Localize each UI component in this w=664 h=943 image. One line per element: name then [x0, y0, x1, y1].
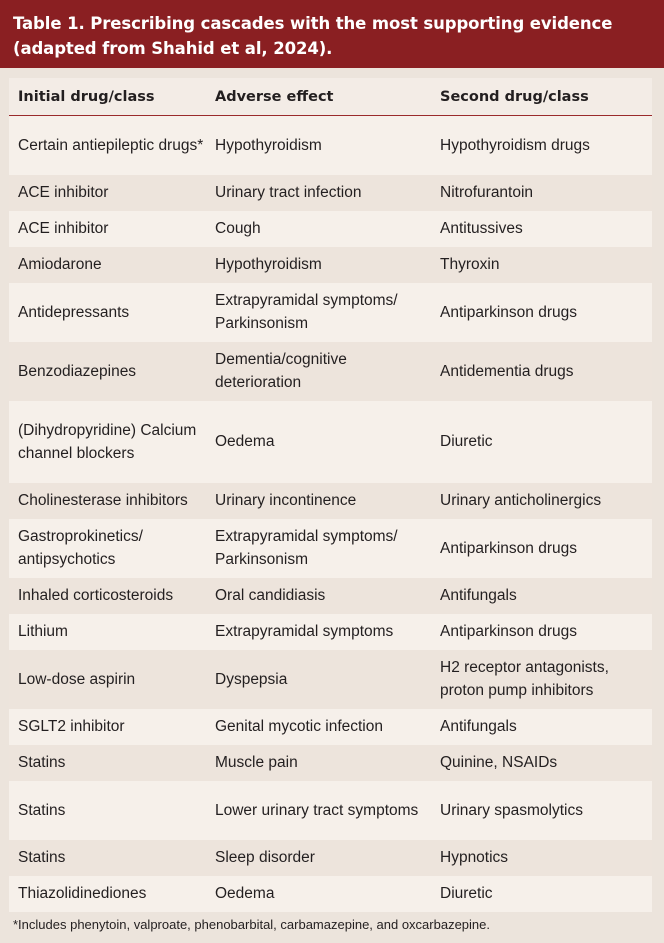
table-row	[9, 483, 652, 519]
cell-second-drug: Urinary spasmolytics	[431, 781, 652, 840]
cell-second-drug: Diuretic	[431, 401, 652, 483]
table-row	[9, 709, 652, 745]
cell-initial-drug: Statins	[9, 781, 206, 840]
cell-second-drug: Nitrofurantoin	[431, 175, 652, 211]
table-row	[9, 876, 652, 912]
cell-adverse-effect: Extrapyramidal symptoms/ Parkinsonism	[206, 283, 431, 342]
cell-adverse-effect: Oral candidiasis	[206, 578, 431, 614]
cell-initial-drug: Inhaled corticosteroids	[9, 578, 206, 614]
cell-second-drug: Antifungals	[431, 709, 652, 745]
cell-initial-drug: Cholinesterase inhibitors	[9, 483, 206, 519]
table-body	[9, 116, 652, 912]
cell-second-drug: Antiparkinson drugs	[431, 283, 652, 342]
cell-initial-drug: Thiazolidinediones	[9, 876, 206, 912]
table-row	[9, 578, 652, 614]
cell-second-drug: Antiparkinson drugs	[431, 614, 652, 650]
table-title	[0, 0, 664, 68]
table-row	[9, 342, 652, 401]
cell-initial-drug: ACE inhibitor	[9, 175, 206, 211]
column-header-initial-drug: Initial drug/class	[9, 78, 206, 116]
cell-adverse-effect: Extrapyramidal symptoms/ Parkinsonism	[206, 519, 431, 578]
cascade-table	[9, 78, 652, 912]
cell-adverse-effect: Oedema	[206, 876, 431, 912]
table-row	[9, 247, 652, 283]
cell-adverse-effect: Lower urinary tract symptoms	[206, 781, 431, 840]
cell-initial-drug: SGLT2 inhibitor	[9, 709, 206, 745]
table-row	[9, 840, 652, 876]
table-footnote: *Includes phenytoin, valproate, phenobarbital, carbamazepine, and oxcarbazepine.	[13, 917, 490, 932]
cell-adverse-effect: Urinary tract infection	[206, 175, 431, 211]
cell-adverse-effect: Oedema	[206, 401, 431, 483]
table-title-line-1: Table 1. Prescribing cascades with the most supporting evidence	[13, 14, 613, 33]
table-row	[9, 519, 652, 578]
cell-adverse-effect: Dementia/cognitive deterioration	[206, 342, 431, 401]
cell-adverse-effect: Cough	[206, 211, 431, 247]
table-frame	[0, 78, 664, 910]
cell-initial-drug: Low-dose aspirin	[9, 650, 206, 709]
table-header-row	[9, 78, 652, 116]
cell-adverse-effect: Muscle pain	[206, 745, 431, 781]
cell-initial-drug: Benzodiazepines	[9, 342, 206, 401]
cell-second-drug: Thyroxin	[431, 247, 652, 283]
table-row	[9, 283, 652, 342]
cell-adverse-effect: Hypothyroidism	[206, 116, 431, 175]
cell-initial-drug: ACE inhibitor	[9, 211, 206, 247]
cell-second-drug: Antiparkinson drugs	[431, 519, 652, 578]
table-row	[9, 175, 652, 211]
cell-second-drug: Antidementia drugs	[431, 342, 652, 401]
cell-second-drug: Diuretic	[431, 876, 652, 912]
table-title-line-2: (adapted from Shahid et al, 2024).	[13, 39, 333, 58]
cell-adverse-effect: Hypothyroidism	[206, 247, 431, 283]
cell-adverse-effect: Dyspepsia	[206, 650, 431, 709]
cell-second-drug: Urinary anticholinergics	[431, 483, 652, 519]
table-row	[9, 401, 652, 483]
cell-adverse-effect: Extrapyramidal symptoms	[206, 614, 431, 650]
cell-second-drug: Quinine, NSAIDs	[431, 745, 652, 781]
table-row	[9, 781, 652, 840]
cell-initial-drug: Certain antiepileptic drugs*	[9, 116, 206, 175]
table-row	[9, 614, 652, 650]
table-row	[9, 211, 652, 247]
column-header-second-drug: Second drug/class	[431, 78, 652, 116]
table-row	[9, 745, 652, 781]
column-header-adverse-effect: Adverse effect	[206, 78, 431, 116]
cell-initial-drug: Lithium	[9, 614, 206, 650]
cell-initial-drug: Statins	[9, 840, 206, 876]
table-panel	[9, 78, 652, 910]
cell-second-drug: Hypnotics	[431, 840, 652, 876]
cell-adverse-effect: Sleep disorder	[206, 840, 431, 876]
cell-initial-drug: Statins	[9, 745, 206, 781]
cell-initial-drug: (Dihydropyridine) Calcium channel blockers	[9, 401, 206, 483]
cell-adverse-effect: Genital mycotic infection	[206, 709, 431, 745]
cell-second-drug: H2 receptor antagonists, proton pump inhibitors	[431, 650, 652, 709]
table-row	[9, 116, 652, 175]
cell-initial-drug: Gastroprokinetics/ antipsychotics	[9, 519, 206, 578]
cell-second-drug: Antitussives	[431, 211, 652, 247]
table-row	[9, 650, 652, 709]
cell-initial-drug: Antidepressants	[9, 283, 206, 342]
cell-adverse-effect: Urinary incontinence	[206, 483, 431, 519]
cell-initial-drug: Amiodarone	[9, 247, 206, 283]
cell-second-drug: Antifungals	[431, 578, 652, 614]
cell-second-drug: Hypothyroidism drugs	[431, 116, 652, 175]
